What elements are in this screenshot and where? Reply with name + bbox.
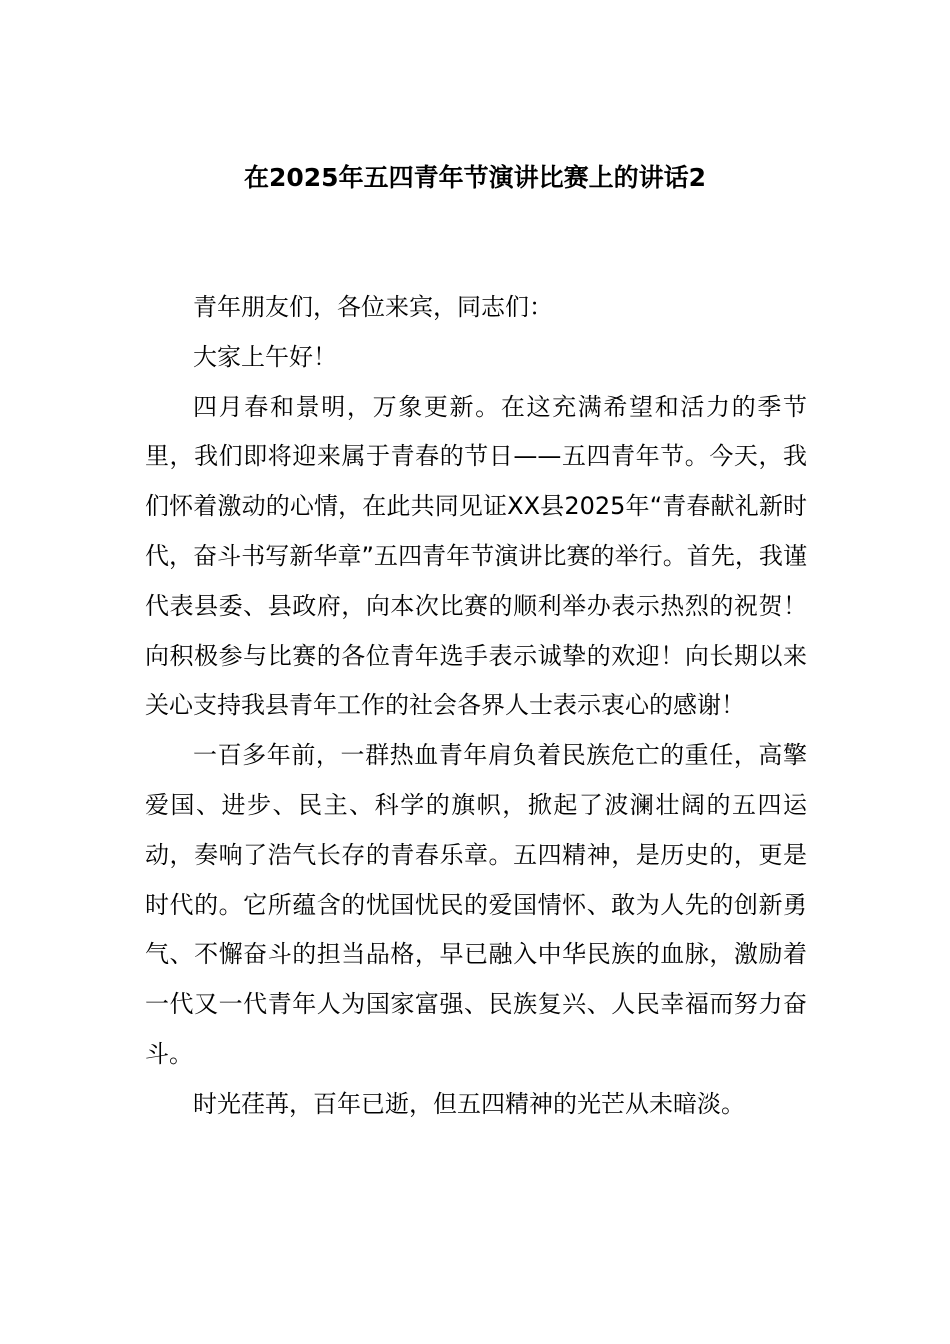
greeting-paragraph: 大家上午好！ <box>193 342 337 371</box>
document-title: 在2025年五四青年节演讲比赛上的讲话2 <box>244 163 706 192</box>
document-body <box>145 283 807 1130</box>
body-paragraph: 时光荏苒，百年已逝，但五四精神的光芒从未暗淡。 <box>193 1089 745 1118</box>
salutation-paragraph: 青年朋友们，各位来宾，同志们： <box>193 293 553 321</box>
body-paragraph: 四月春和景明，万象更新。在这充满希望和活力的季节里，我们即将迎来属于青春的节日——五四青年节。今天，我们怀着激动的心情，在此共同见证XX县2025年“青春献礼新时代，奋斗书写新华章”五四青年节演讲比赛的举行。首先，我谨代表县委、县政府，向本次比赛的顺利举办表示热烈的祝贺！向积极参与比赛的各位青年选手表示诚挚的欢迎！向长期以来关心支持我县青年工作的社会各界人士表示衷心的感谢！ <box>145 392 807 720</box>
body-paragraph: 一百多年前，一群热血青年肩负着民族危亡的重任，高擎爱国、进步、民主、科学的旗帜，掀起了波澜壮阔的五四运动，奏响了浩气长存的青春乐章。五四精神，是历史的，更是时代的。它所蕴含的忧国忧民的爱国情怀、敢为人先的创新勇气、不懈奋斗的担当品格，早已融入中华民族的血脉，激励着一代又一代青年人为国家富强、民族复兴、人民幸福而努力奋斗。 <box>145 741 807 1068</box>
